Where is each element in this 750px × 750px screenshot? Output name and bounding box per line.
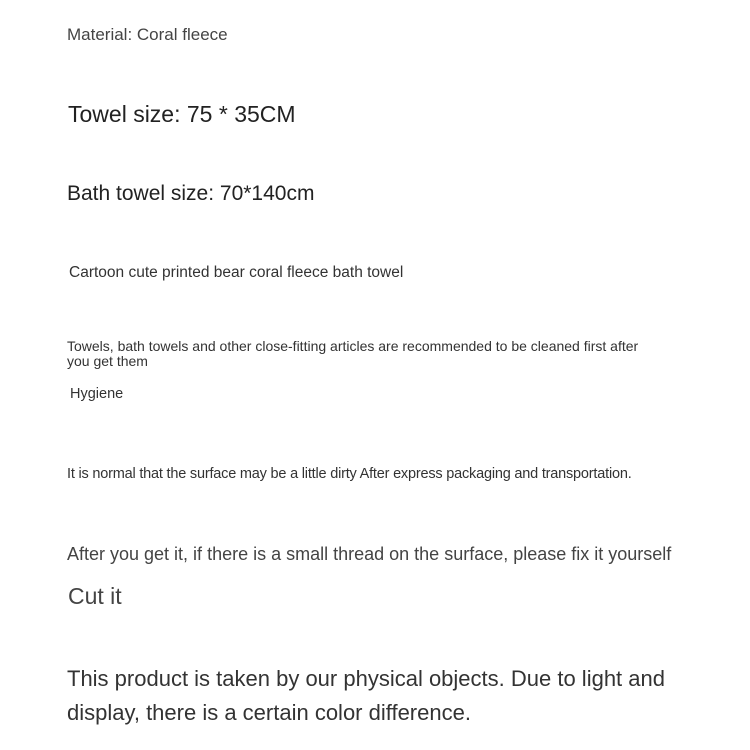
cleaning-recommendation-text: Towels, bath towels and other close-fitting articles are recommended to be cleaned first after you get them: [67, 338, 639, 369]
hygiene-text: Hygiene: [70, 386, 124, 402]
color-difference-note: This product is taken by our physical objects. Due to light and display, there is a certain color difference.: [67, 666, 665, 725]
towel-size-text: Towel size: 75 * 35CM: [68, 101, 296, 127]
thread-note: After you get it, if there is a small thread on the surface, please fix it yourself: [67, 544, 672, 564]
surface-dirty-note: It is normal that the surface may be a little dirty After express packaging and transportation.: [67, 466, 632, 482]
product-name-text: Cartoon cute printed bear coral fleece bath towel: [69, 264, 404, 281]
cut-it-text: Cut it: [68, 583, 122, 609]
bath-towel-size-text: Bath towel size: 70*140cm: [67, 182, 315, 205]
material-text: Material: Coral fleece: [67, 25, 228, 44]
